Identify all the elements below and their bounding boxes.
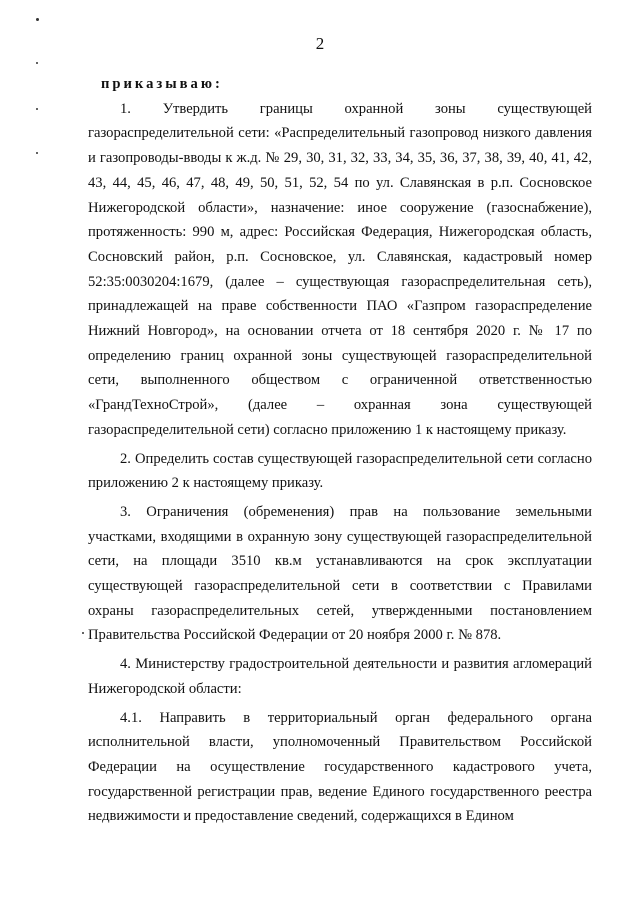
document-body (88, 72, 592, 829)
order-heading: приказываю: (101, 76, 223, 92)
page-number: 2 (315, 34, 325, 53)
paragraph-4: 4. Министерству градостроительной деятельности и развития агломераций Нижегородской области: (88, 656, 592, 697)
scan-speck (36, 18, 39, 21)
scan-speck (36, 108, 38, 110)
scan-speck (82, 632, 84, 634)
paragraph-3: 3. Ограничения (обременения) прав на пользование земельными участками, входящими в охранную зону существующей газораспределительной сети, на площади 3510 кв.м устанавливаются на срок эксплуатации существующей газораспределительной сети в соответствии с Правилами охраны газораспределительных сетей, утвержденными постановлением Правительства Российской Федерации от 20 ноября 2000 г. № 878. (88, 503, 592, 644)
scan-speck (36, 152, 38, 154)
paragraph-4-1: 4.1. Направить в территориальный орган федерального органа исполнительной власти, уполномоченный Правительством Российской Федерации на осуществление государственного кадастрового учета, государственной регистрации прав, ведение Единого государственного реестра недвижимости и предоставление сведений, содержащихся в Едином (88, 709, 592, 825)
scan-speck (36, 62, 38, 64)
paragraph-2: 2. Определить состав существующей газораспределительной сети согласно приложению 2 к настоящему приказу. (88, 450, 592, 492)
paragraph-1: 1. Утвердить границы охранной зоны существующей газораспределительной сети: «Распределительный газопровод низкого давления и газопроводы-вводы к ж.д. № 29, 30, 31, 32, 33, 34, 35, 36, 37, 38, 39, 40, 41, 42, 43, 44, 45, 46, 47, 48, 49, 50, 51, 52, 54 по ул. Славянская в р.п. Сосновское Нижегородской области», назначение: иное сооружение (газоснабжение), протяженность: 990 м, адрес: Российская Федерация, Нижегородская область, Сосновский район, р.п. Сосновское, ул. Славянская, кадастровый номер 52:35:0030204:1679, (далее – существующая газораспределительная сеть), принадлежащей на праве собственности ПАО «Газпром газораспределение Нижний Новгород», на основании отчета от 18 сентября 2020 г. № 17 по определению границ охранной зоны существующей газораспределительной сети, выполненного обществом с ограниченной ответственностью «ГрандТехноСтрой», (далее – охранная зона существующей газораспределительной сети) согласно приложению 1 к настоящему приказу. (88, 100, 592, 438)
